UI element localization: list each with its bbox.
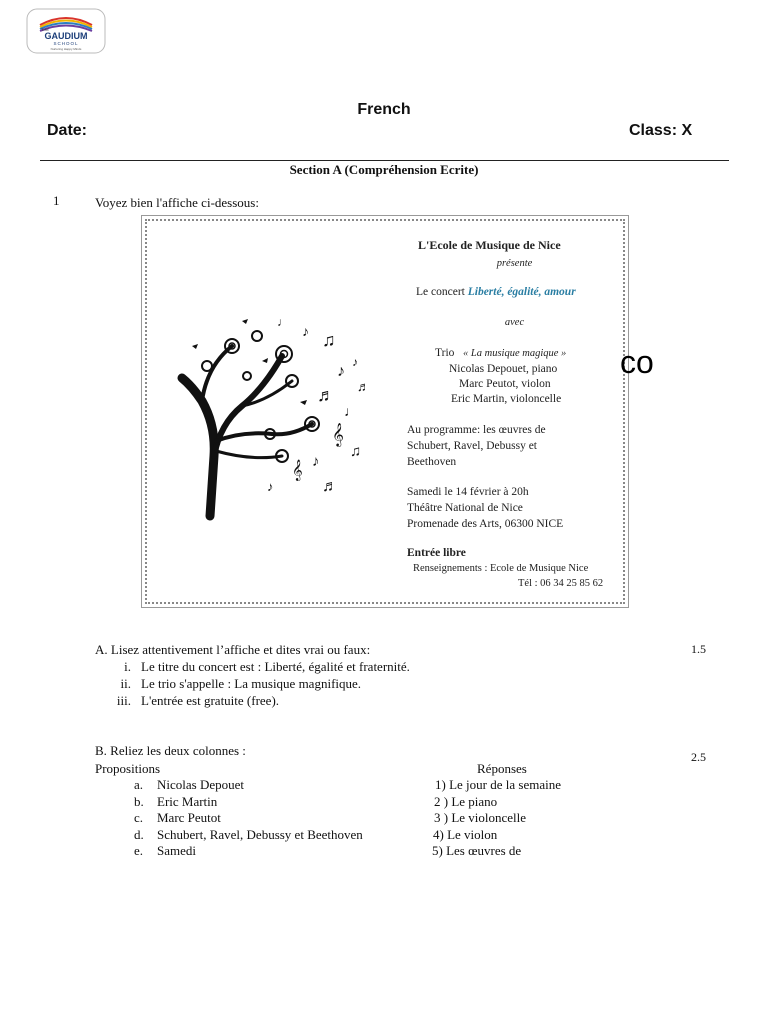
subject-title: French xyxy=(357,101,411,118)
list-item xyxy=(111,676,362,692)
poster-concert-line xyxy=(416,286,576,298)
svg-text:♩: ♩ xyxy=(277,315,289,329)
poster-trio-line xyxy=(435,347,566,359)
poster-tel: Tél : 06 34 25 85 62 xyxy=(518,578,604,589)
poster-trio-name: « La musique magique » xyxy=(463,348,567,359)
list-item-number: iii. xyxy=(116,693,131,708)
poster-date: Samedi le 14 février à 20h xyxy=(407,486,529,498)
proposition-text: Nicolas Depouet xyxy=(157,777,245,792)
list-item xyxy=(111,693,280,709)
list-item xyxy=(111,659,410,675)
section-title: Section A (Compréhension Ecrite) xyxy=(289,162,479,177)
poster-programme-1: Au programme: les œuvres de xyxy=(407,424,546,436)
date-label: Date: xyxy=(47,122,88,139)
part-a-marks: 1.5 xyxy=(691,642,706,656)
logo-line2: GAUDIUM xyxy=(44,31,88,41)
svg-text:♪: ♪ xyxy=(337,363,345,380)
proposition-item xyxy=(134,777,245,793)
proposition-text: Marc Peutot xyxy=(157,810,221,825)
poster-trio-prefix: Trio xyxy=(435,347,455,359)
poster-avec: avec xyxy=(504,317,525,328)
poster-school: L'Ecole de Musique de Nice xyxy=(418,238,561,252)
poster-concert-prefix: Le concert xyxy=(416,286,465,298)
proposition-text: Schubert, Ravel, Debussy et Beethoven xyxy=(157,827,363,842)
class-label: Class: X xyxy=(629,122,693,139)
proposition-text: Samedi xyxy=(157,843,196,858)
list-item-number: i. xyxy=(124,659,131,674)
propositions-header: Propositions xyxy=(95,761,161,776)
proposition-item xyxy=(134,810,221,826)
part-a-title: A. Lisez attentivement l’affiche et dites vrai ou faux: xyxy=(95,642,371,657)
poster-address: Promenade des Arts, 06300 NICE xyxy=(407,518,564,530)
logo-line1: THE xyxy=(41,27,49,32)
reponses-header: Réponses xyxy=(477,761,527,776)
reponse-item: 2 ) Le piano xyxy=(434,794,498,809)
poster-presente: présente xyxy=(496,258,533,269)
svg-text:♫: ♫ xyxy=(322,330,336,350)
svg-text:♪: ♪ xyxy=(302,325,309,340)
list-item-text: L'entrée est gratuite (free). xyxy=(141,693,280,708)
svg-text:𝄞: 𝄞 xyxy=(332,424,344,446)
list-item-text: Le trio s'appelle : La musique magnifique. xyxy=(141,676,362,691)
proposition-item xyxy=(134,843,196,859)
concert-poster xyxy=(141,215,629,608)
logo-line3: SCHOOL xyxy=(53,41,79,46)
logo-tagline: Nurturing Happy Minds xyxy=(50,47,82,51)
reponse-item: 3 ) Le violoncelle xyxy=(434,810,527,825)
proposition-text: Eric Martin xyxy=(157,794,218,809)
reponse-item: 1) Le jour de la semaine xyxy=(435,777,561,792)
poster-renseignements: Renseignements : Ecole de Musique Nice xyxy=(413,563,589,574)
proposition-letter: d. xyxy=(134,827,144,842)
svg-text:♬: ♬ xyxy=(357,379,370,394)
poster-performer-1: Nicolas Depouet, piano xyxy=(449,363,558,375)
list-item-text: Le titre du concert est : Liberté, égalité et fraternité. xyxy=(141,659,410,674)
proposition-letter: b. xyxy=(134,794,144,809)
poster-programme-2: Schubert, Ravel, Debussy et xyxy=(407,440,537,452)
proposition-letter: e. xyxy=(134,843,144,858)
header-divider xyxy=(40,160,729,161)
school-logo xyxy=(26,8,106,54)
part-b-marks: 2.5 xyxy=(691,750,706,764)
question-number: 1 xyxy=(53,193,60,208)
poster-performer-2: Marc Peutot, violon xyxy=(459,378,551,390)
music-tree-illustration xyxy=(172,306,377,521)
proposition-letter: c. xyxy=(134,810,144,825)
part-b-title: B. Reliez les deux colonnes : xyxy=(95,743,246,758)
svg-text:♫: ♫ xyxy=(350,444,362,460)
poster-performer-3: Eric Martin, violoncelle xyxy=(451,393,562,405)
question-prompt: Voyez bien l'affiche ci-dessous: xyxy=(95,195,259,210)
proposition-item xyxy=(134,827,363,843)
svg-text:𝄞: 𝄞 xyxy=(292,460,303,480)
reponse-item: 4) Le violon xyxy=(433,827,498,842)
reponse-item: 5) Les œuvres de xyxy=(432,843,522,858)
proposition-item xyxy=(134,794,218,810)
proposition-letter: a. xyxy=(134,777,144,792)
svg-text:♬: ♬ xyxy=(322,478,338,495)
stray-overlay-text: co xyxy=(620,344,654,380)
svg-text:♪: ♪ xyxy=(352,355,358,369)
svg-text:♪: ♪ xyxy=(267,479,274,494)
poster-entree: Entrée libre xyxy=(407,547,466,559)
svg-text:♩: ♩ xyxy=(344,405,358,420)
poster-concert-title: Liberté, égalité, amour xyxy=(467,286,576,298)
svg-text:♪: ♪ xyxy=(312,454,320,470)
poster-venue: Théâtre National de Nice xyxy=(407,502,523,514)
list-item-number: ii. xyxy=(120,676,131,691)
poster-programme-3: Beethoven xyxy=(407,456,457,468)
svg-text:♬: ♬ xyxy=(317,385,335,405)
